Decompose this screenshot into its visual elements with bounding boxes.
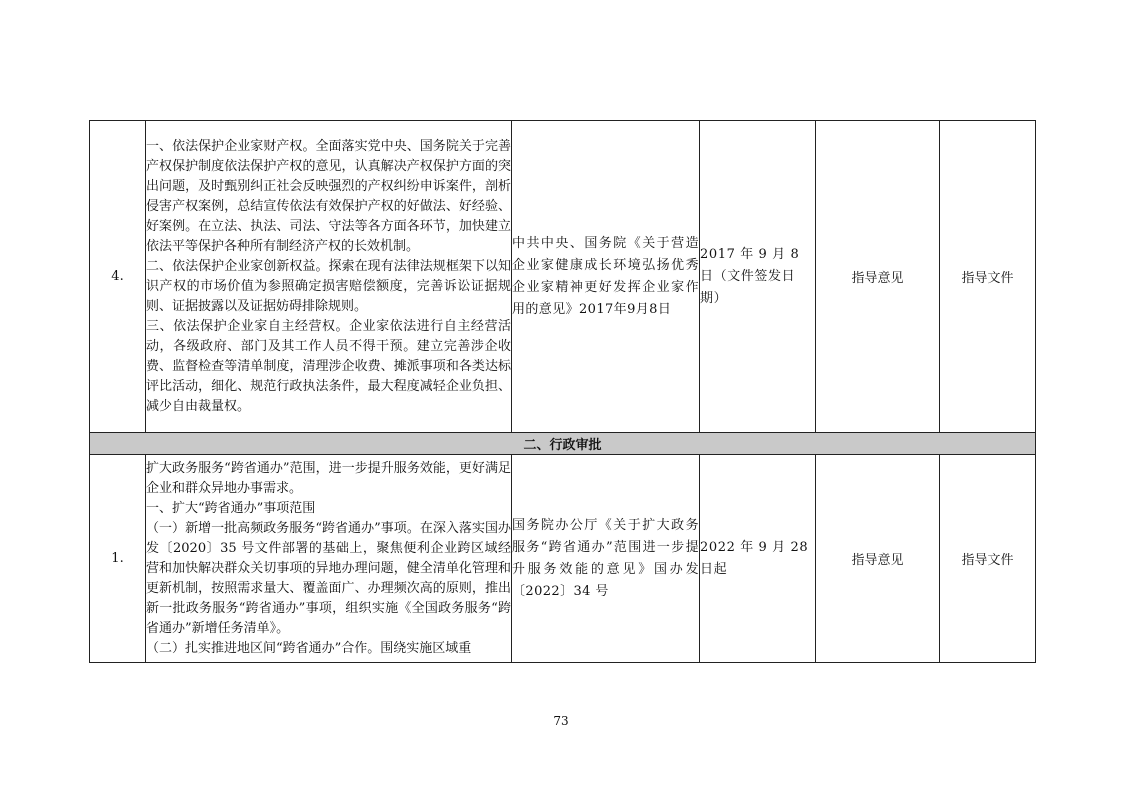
content-paragraph: 一、扩大“跨省通办”事项范围 [146,500,316,516]
content-paragraph: （二）扎实推进地区间“跨省通办”合作。围绕实施区域重 [146,640,472,656]
table-row [90,121,1036,433]
effective-date: 2022 年 9 月 28 日起 [700,455,816,663]
row-number: 4. [90,121,146,433]
regulation-table [89,120,1036,663]
document-category: 指导文件 [940,121,1036,433]
document-nature: 指导意见 [816,455,940,663]
section-title: 二、行政审批 [90,433,1036,455]
section-header-row [90,433,1036,455]
page-number: 73 [553,714,569,728]
content-paragraph: （一）新增一批高频政务服务“跨省通办”事项。在深入落实国办发〔2020〕35 号文件部署的基础上，聚焦便利企业跨区域经营和加快解决群众关切事项的异地办理问题，健全清单化管理和更新机制，按照需求量大、覆盖面广、办理频次高的原则，推出新一批政务服务“跨省通办”事项，组织实施《全国政务服务“跨省通办”新增任务清单》。 [146,520,511,636]
document-nature: 指导意见 [816,121,940,433]
effective-date: 2017 年 9 月 8 日（文件签发日期） [700,121,816,433]
source-document: 国务院办公厅《关于扩大政务服务“跨省通办”范围进一步提升服务效能的意见》国办发〔2022〕34 号 [512,455,700,663]
row-number: 1. [90,455,146,663]
source-document: 中共中央、国务院《关于营造企业家健康成长环境弘扬优秀企业家精神更好发挥企业家作用的意见》2017年9月8日 [512,121,700,433]
row-content [146,455,512,663]
content-paragraph: 一、依法保护企业家财产权。全面落实党中央、国务院关于完善产权保护制度依法保护产权的意见，认真解决产权保护方面的突出问题，及时甄别纠正社会反映强烈的产权纠纷申诉案件，剖析侵害产权案例，总结宣传依法有效保护产权的好做法、好经验、好案例。在立法、执法、司法、守法等各方面各环节，加快建立依法平等保护各种所有制经济产权的长效机制。 [146,138,511,254]
content-paragraph: 二、依法保护企业家创新权益。探索在现有法律法规框架下以知识产权的市场价值为参照确定损害赔偿额度，完善诉讼证据规则、证据披露以及证据妨碍排除规则。 [146,258,511,314]
content-paragraph: 三、依法保护企业家自主经营权。企业家依法进行自主经营活动，各级政府、部门及其工作人员不得干预。建立完善涉企收费、监督检查等清单制度，清理涉企收费、摊派事项和各类达标评比活动，细化、规范行政执法条件，最大程度减轻企业负担、减少自由裁量权。 [146,318,511,414]
document-category: 指导文件 [940,455,1036,663]
row-content [146,121,512,433]
table-row [90,455,1036,663]
content-paragraph: 扩大政务服务“跨省通办”范围，进一步提升服务效能，更好满足企业和群众异地办事需求。 [146,460,511,496]
